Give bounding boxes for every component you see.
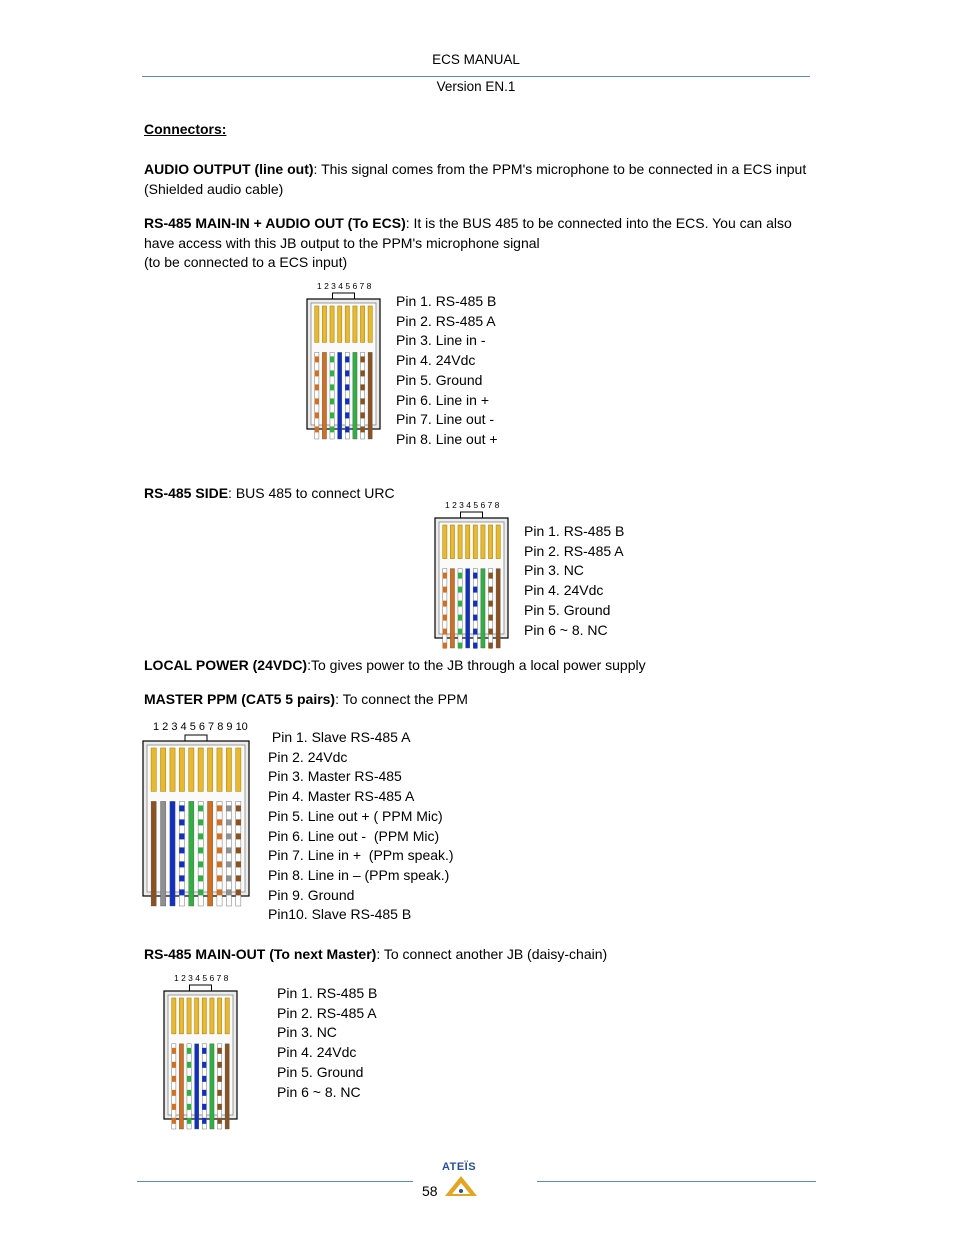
connector-rs485-side xyxy=(434,500,509,650)
pin-item: Pin 8. Line in – (PPm speak.) xyxy=(268,866,450,883)
pin-item: Pin 6. Line in + xyxy=(396,391,490,408)
rs485-side-pin-list xyxy=(524,522,624,640)
pin-item: Pin 7. Line out - xyxy=(396,411,495,428)
connector-rs485-main-in xyxy=(306,281,381,441)
section-title: Connectors: xyxy=(144,121,227,137)
pin-item: Pin 4. 24Vdc xyxy=(524,582,604,599)
pin-item: Pin 5. Line out + ( PPM Mic) xyxy=(268,807,443,824)
pin-item: Pin 1. RS-485 B xyxy=(396,293,497,309)
pin-item: Pin 6 ~ 8. NC xyxy=(524,621,608,638)
ateis-logo-text: ATEÏS xyxy=(442,1161,477,1173)
header-version: Version EN.1 xyxy=(436,79,516,94)
master-ppm-label: MASTER PPM (CAT5 5 pairs) xyxy=(144,691,336,707)
rs485-main-in-text2: (to be connected to a ECS input) xyxy=(144,254,348,271)
audio-output-text: : This signal comes from the PPM's microphone to be connected in a ECS input (Shielded audio cable) xyxy=(144,161,807,197)
pin-numbers: 1 2 3 4 5 6 7 8 xyxy=(445,500,500,510)
pin-item: Pin 3. Line in - xyxy=(396,332,486,349)
rs485-main-out-paragraph xyxy=(144,945,812,965)
pin-numbers: 1 2 3 4 5 6 7 8 xyxy=(317,281,372,291)
pin-item: Pin 2. 24Vdc xyxy=(268,748,348,765)
footer-rule-left xyxy=(137,1181,413,1182)
rs485-main-in-label: RS-485 MAIN-IN + AUDIO OUT (To ECS) xyxy=(144,215,406,231)
page-number: 58 xyxy=(422,1183,438,1199)
header-rule xyxy=(142,76,810,77)
pin-numbers: 1 2 3 4 5 6 7 8 9 10 xyxy=(153,721,248,733)
pin-item: Pin 2. RS-485 A xyxy=(396,312,496,329)
pin-item: Pin 4. 24Vdc xyxy=(277,1044,357,1061)
pin-item: Pin 5. Ground xyxy=(524,601,611,618)
pin-item: Pin 3. Master RS-485 xyxy=(268,768,402,785)
rj45-connector-diagram xyxy=(306,291,381,441)
rs485-main-in-paragraph xyxy=(144,214,812,273)
rs485-side-label: RS-485 SIDE xyxy=(144,485,229,501)
rj45-connector-diagram xyxy=(434,510,509,650)
header-title: ECS MANUAL xyxy=(432,52,520,67)
audio-output-paragraph xyxy=(144,160,812,199)
rs485-main-out-pin-list xyxy=(277,984,377,1102)
pin-item: Pin 1. RS-485 B xyxy=(277,985,378,1001)
rj45-connector-diagram xyxy=(163,983,238,1131)
rj45-connector-diagram xyxy=(142,733,250,908)
master-ppm-paragraph xyxy=(144,690,812,710)
footer-rule-right xyxy=(537,1181,816,1182)
connector-rs485-main-out xyxy=(163,973,238,1131)
local-power-text: :To gives power to the JB through a local power supply xyxy=(307,657,646,673)
pin-item: Pin10. Slave RS-485 B xyxy=(268,906,412,923)
local-power-paragraph xyxy=(144,656,812,676)
pin-item: Pin 1. RS-485 B xyxy=(524,523,625,539)
pin-item: Pin 3. NC xyxy=(277,1024,337,1041)
pin-item: Pin 5. Ground xyxy=(396,371,483,388)
rs485-main-out-label: RS-485 MAIN-OUT (To next Master) xyxy=(144,946,377,962)
rs485-side-text: : BUS 485 to connect URC xyxy=(228,485,395,501)
pin-item: Pin 2. RS-485 A xyxy=(524,542,624,559)
pin-item: Pin 9. Ground xyxy=(268,886,355,903)
pin-item: Pin 2. RS-485 A xyxy=(277,1004,377,1021)
ateis-logo-icon xyxy=(444,1174,478,1198)
pin-item: Pin 1. Slave RS-485 A xyxy=(268,729,411,745)
connector-master-ppm xyxy=(142,721,250,908)
pin-item: Pin 5. Ground xyxy=(277,1063,364,1080)
master-ppm-text: : To connect the PPM xyxy=(335,691,468,707)
master-ppm-pin-list xyxy=(268,728,454,925)
pin-item: Pin 4. Master RS-485 A xyxy=(268,788,415,805)
rs485-main-in-pin-list xyxy=(396,292,498,450)
pin-item: Pin 4. 24Vdc xyxy=(396,352,476,369)
audio-output-label: AUDIO OUTPUT (line out) xyxy=(144,161,314,177)
pin-item: Pin 6. Line out - (PPM Mic) xyxy=(268,827,440,844)
pin-numbers: 1 2 3 4 5 6 7 8 xyxy=(174,973,229,983)
pin-item: Pin 6 ~ 8. NC xyxy=(277,1083,361,1100)
local-power-label: LOCAL POWER (24VDC) xyxy=(144,657,308,673)
pin-item: Pin 3. NC xyxy=(524,562,584,579)
pin-item: Pin 8. Line out + xyxy=(396,430,498,447)
rs485-main-out-text: : To connect another JB (daisy-chain) xyxy=(376,946,608,962)
pin-item: Pin 7. Line in + (PPm speak.) xyxy=(268,847,454,864)
rs485-main-in-text: : It is the BUS 485 to be connected into the ECS. You can also have access with this JB output to the PPM's microphone signal xyxy=(144,215,792,251)
